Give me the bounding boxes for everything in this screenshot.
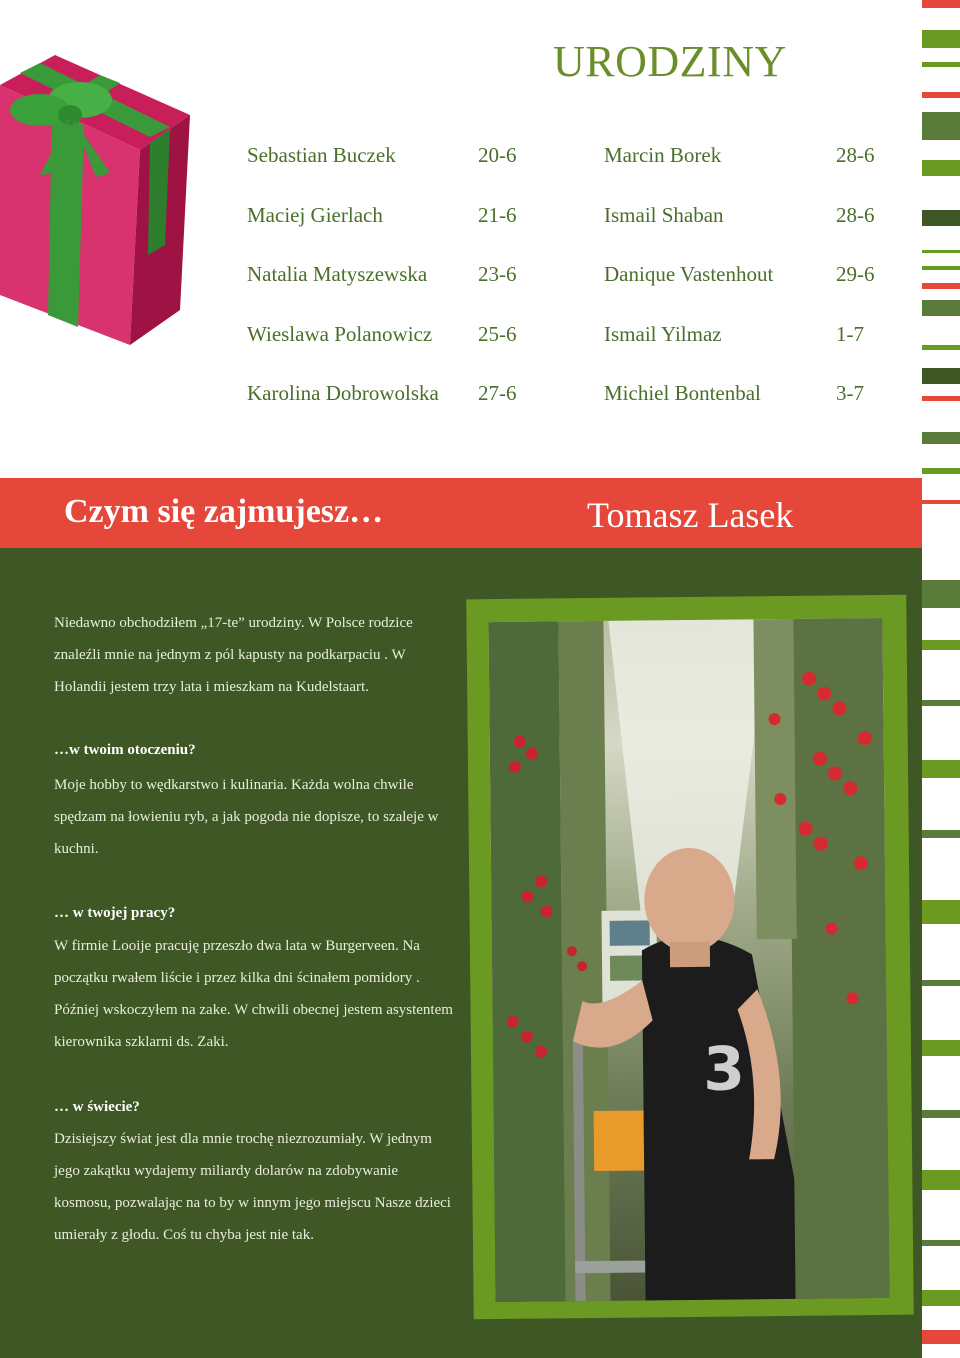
birthday-name: Marcin Borek [604, 143, 722, 167]
birthday-name: Maciej Gierlach [247, 203, 383, 227]
person-photo [488, 618, 889, 1302]
section-heading: … w świecie? [54, 1099, 140, 1115]
section-heading: … w twojej pracy? [54, 905, 176, 921]
birthday-date: 27-6 [478, 381, 517, 405]
section-text: Moje hobby to wędkarstwo i kulinaria. Każda wolna chwile spędzam na łowieniu ryb, a jak pogoda nie dopisze, to szaleje w kuchni. [54, 777, 439, 857]
shirt-number-3: 3 [702, 1034, 746, 1105]
birthday-date: 28-6 [836, 203, 875, 227]
side-stripes [920, 0, 960, 1358]
banner-person-name: Tomasz Lasek [587, 495, 794, 535]
birthday-date: 1-7 [836, 322, 864, 346]
birthday-list [0, 0, 920, 430]
birthday-date: 29-6 [836, 262, 875, 286]
birthday-name: Michiel Bontenbal [604, 381, 761, 405]
birthday-name: Sebastian Buczek [247, 143, 396, 167]
birthday-name: Ismail Yilmaz [604, 322, 722, 346]
section-text: W firmie Looije pracuję przeszło dwa lata w Burgerveen. Na początku rwałem liście i przez kilka dni ścinałem pomidory . Później wskoczyłem na zake. W chwili obecnej jestem asystentem kierownika szklarni ds. Zaki. [54, 938, 453, 1050]
birthday-date: 23-6 [478, 262, 517, 286]
birthday-date: 21-6 [478, 203, 517, 227]
birthday-date: 25-6 [478, 322, 517, 346]
section-text: Dzisiejszy świat jest dla mnie trochę niezrozumiały. W jednym jego zakątku wydajemy miliardy dolarów na zdobywanie kosmosu, pozwalając na to by w innym jego miejscu Nasze dzieci umierały z głodu. Coś tu chyba jest nie tak. [54, 1131, 451, 1243]
page-title: URODZINY [553, 37, 787, 86]
birthday-name: Karolina Dobrowolska [247, 381, 439, 405]
banner-question: Czym się zajmujesz… [64, 493, 384, 530]
birthday-date: 3-7 [836, 381, 864, 405]
article-intro: Niedawno obchodziłem „17-te” urodziny. W Polsce rodzice znaleźli mnie na jednym z pól kapusty na podkarpaciu . W Holandii jestem trzy lata i mieszkam na Kudelstaart. [54, 615, 413, 695]
birthday-date: 20-6 [478, 143, 517, 167]
birthday-name: Natalia Matyszewska [247, 262, 428, 286]
section-heading: …w twoim otoczeniu? [54, 742, 196, 758]
birthday-date: 28-6 [836, 143, 875, 167]
birthday-name: Danique Vastenhout [604, 262, 774, 286]
birthday-name: Wieslawa Polanowicz [247, 322, 433, 346]
birthday-name: Ismail Shaban [604, 203, 724, 227]
